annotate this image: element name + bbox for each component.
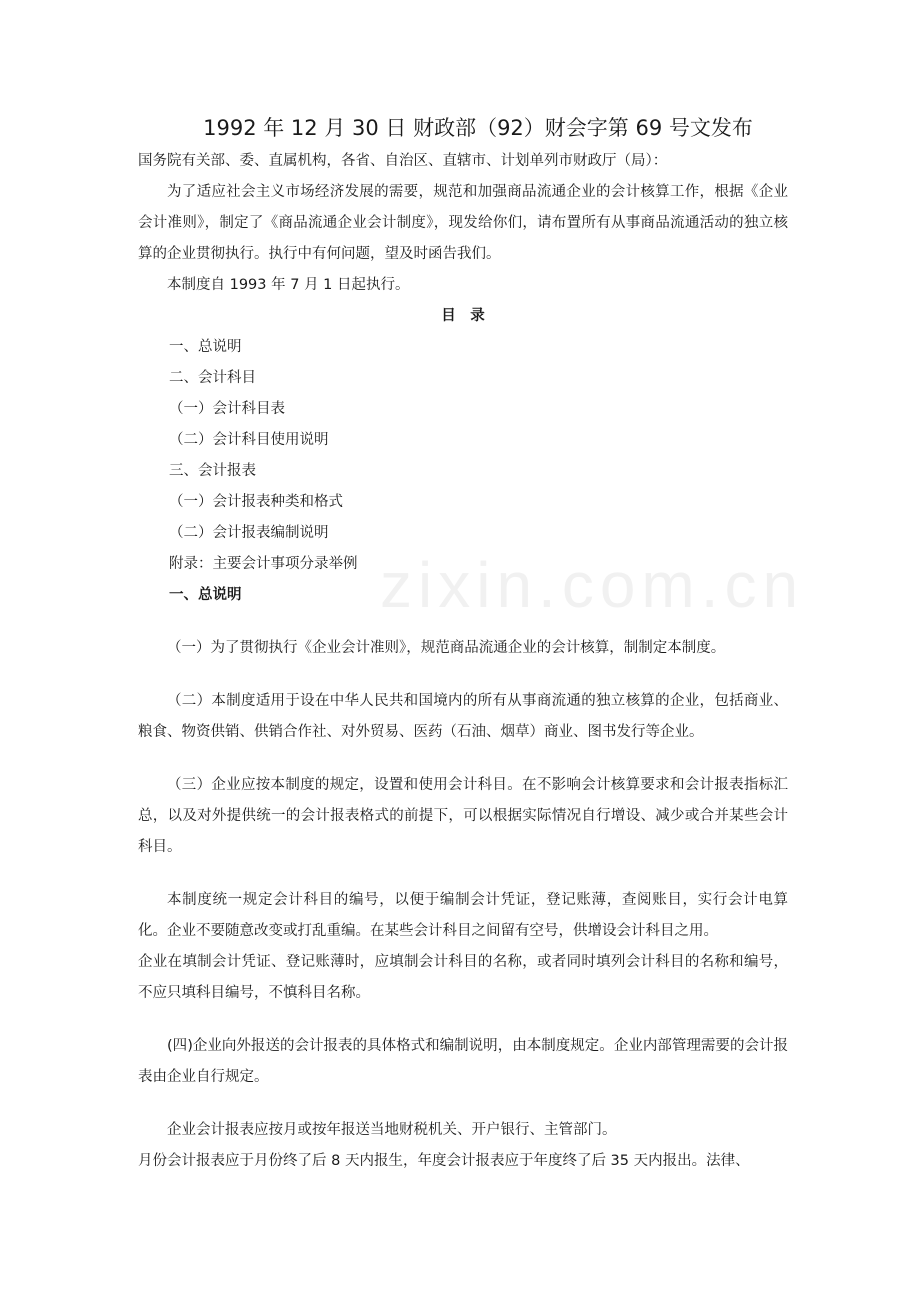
body-paragraph: 月份会计报表应于月份终了后 8 天内报生，年度会计报表应于年度终了后 35 天内报出。法律、 — [138, 1153, 750, 1169]
toc-item: 二、会计科目 — [169, 370, 256, 386]
body-paragraph: （一）为了贯彻执行《企业会计准则》，规范商品流通企业的会计核算，制制定本制度。 — [167, 640, 726, 656]
body-paragraph: 本制度统一规定会计科目的编号，以便于编制会计凭证，登记账薄，查阅账目，实行会计电算化。企业不要随意改变或打乱重编。在某些会计科目之间留有空号，供增设会计科目之用。 — [138, 892, 788, 939]
toc-heading: 目 录 — [441, 308, 485, 324]
body-paragraph: 企业在填制会计凭证、登记账薄时，应填制会计科目的名称，或者同时填列会计科目的名称和编号，不应只填科目编号，不慎科目名称。 — [138, 954, 788, 1001]
table-of-contents — [138, 332, 788, 580]
body-paragraph: （二）本制度适用于设在中华人民共和国境内的所有从事商流通的独立核算的企业，包括商业、粮食、物资供销、供销合作社、对外贸易、医药（石油、烟草）商业、图书发行等企业。 — [138, 693, 788, 740]
effective-date-paragraph: 本制度自 1993 年 7 月 1 日起执行。 — [167, 277, 410, 293]
toc-item: 一、总说明 — [169, 339, 242, 355]
body-paragraph: (四)企业向外报送的会计报表的具体格式和编制说明，由本制度规定。企业内部管理需要的会计报表由企业自行规定。 — [138, 1038, 788, 1085]
body-paragraph: （三）企业应按本制度的规定，设置和使用会计科目。在不影响会计核算要求和会计报表指标汇总，以及对外提供统一的会计报表格式的前提下，可以根据实际情况自行增设、减少或合并某些会计科目。 — [138, 777, 788, 855]
document-body — [138, 112, 788, 1177]
toc-item: （二）会计报表编制说明 — [169, 525, 329, 541]
toc-item: （一）会计科目表 — [169, 401, 285, 417]
toc-item: 三、会计报表 — [169, 463, 256, 479]
toc-item: （一）会计报表种类和格式 — [169, 494, 343, 510]
addressee: 国务院有关部、委、直属机构，各省、自治区、直辖市、计划单列市财政厅（局）： — [138, 153, 668, 169]
toc-item: （二）会计科目使用说明 — [169, 432, 329, 448]
document-title: 1992 年 12 月 30 日 财政部（92）财会字第 69 号文发布 — [203, 116, 753, 140]
toc-item: 附录：主要会计事项分录举例 — [169, 556, 358, 572]
watermark: zixin.com.cn — [380, 549, 805, 621]
intro-paragraph: 为了适应社会主义市场经济发展的需要，规范和加强商品流通企业的会计核算工作，根据《企业会计准则》，制定了《商品流通企业会计制度》，现发给你们，请布置所有从事商品流通活动的独立核算的企业贯彻执行。执行中有何问题，望及时函告我们。 — [138, 184, 788, 262]
section-heading: 一、总说明 — [169, 587, 242, 603]
body-paragraph: 企业会计报表应按月或按年报送当地财税机关、开户银行、主管部门。 — [167, 1122, 617, 1138]
